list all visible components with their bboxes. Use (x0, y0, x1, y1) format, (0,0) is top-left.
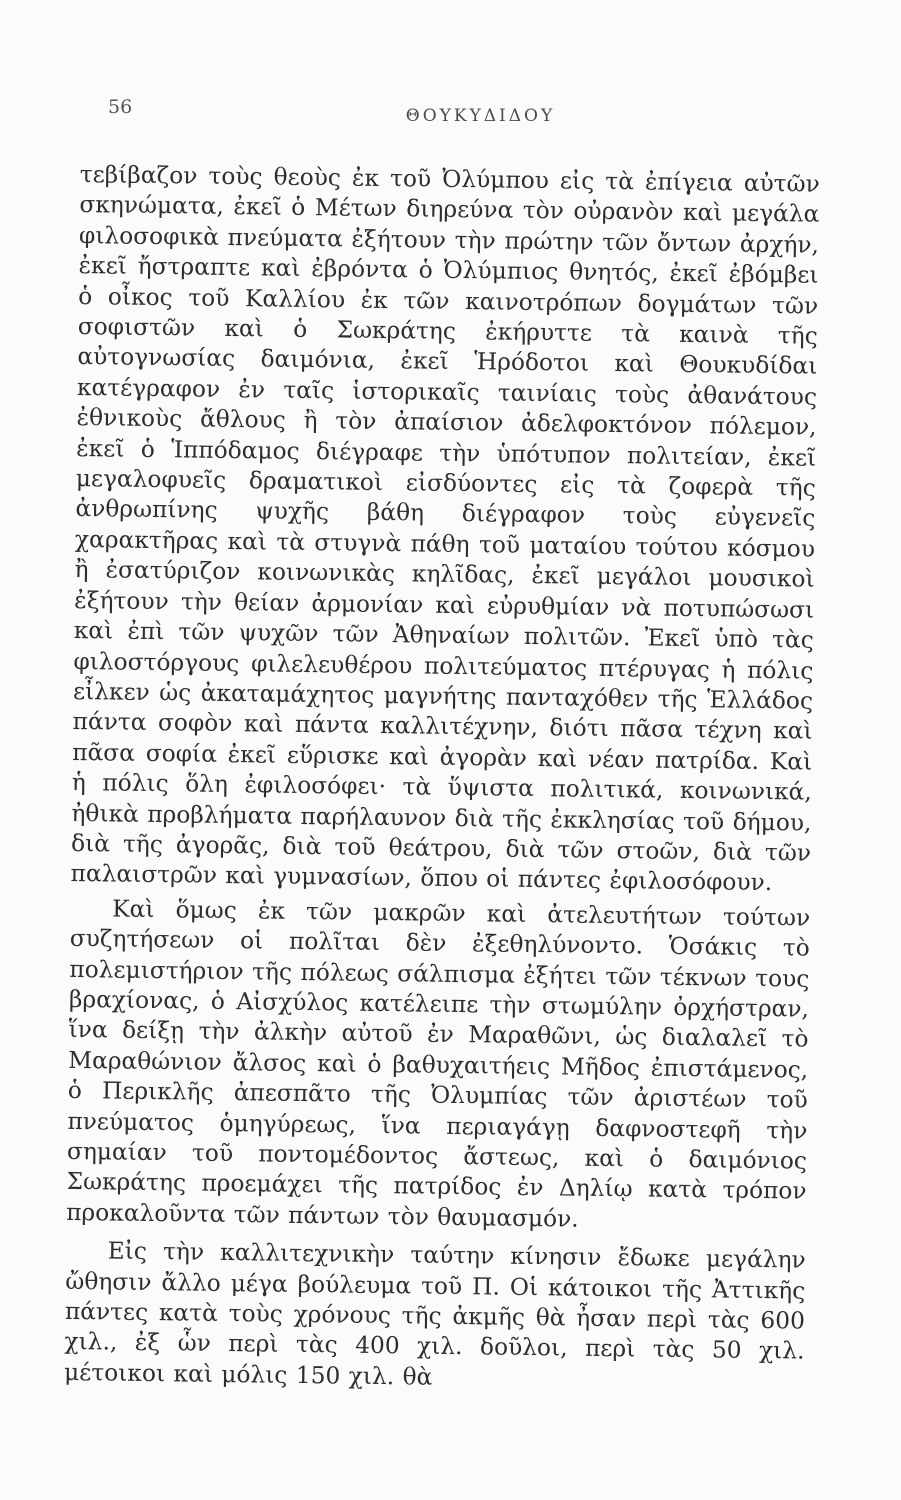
paragraph: Καὶ ὅμως ἐκ τῶν μακρῶν καὶ ἀτελευτήτων τούτων συζητήσεων οἱ πολῖται δὲν ἐξεθηλύνοντο. Ὁσάκις τὸ πολεμιστήριον τῆς πόλεως σάλπισμα ἐξήτει τῶν τέκνων τους βραχίονας, ὁ Αἰσχύλος κατέλειπε τὴν στωμύλην ὀρχήστραν, ἵνα δείξῃ τὴν ἀλκὴν αὐτοῦ ἐν Μαραθῶνι, ὡς διαλαλεῖ τὸ Μαραθώνιον ἄλσος καὶ ὁ βαθυχαιτήεις Μῆδος ἐπιστάμενος, ὁ Περικλῆς ἀπεσπᾶτο τῆς Ὀλυμπίας τῶν ἀριστέων τοῦ πνεύματος ὁμηγύρεως, ἵνα περιαγάγῃ δαφνοστεφῆ τὴν σημαίαν τοῦ ποντομέδοντος ἄστεως, καὶ ὁ δαιμόνιος Σωκράτης προεμάχει τῆς πατρίδος ἐν Δηλίῳ κατὰ τρόπον προκαλοῦντα τῶν πάντων τὸν θαυμασμόν. (66, 895, 811, 1233)
paragraph: Εἰς τὴν καλλιτεχνικὴν ταύτην κίνησιν ἔδωκε μεγάλην ὤθησιν ἄλλο μέγα βούλευμα τοῦ Π. Οἱ κάτοικοι τῆς Ἀττικῆς πάντες κατὰ τοὺς χρόνους τῆς ἀκμῆς θὰ ἦσαν περὶ τὰς 600 χιλ., ἐξ ὧν περὶ τὰς 400 χιλ. δοῦλοι, περὶ τὰς 50 χιλ. μέτοικοι καὶ μόλις 150 χιλ. θὰ (63, 1237, 806, 1391)
body-text (64, 160, 820, 1398)
running-head: ΘΟΥΚΥΔΙΔΟΥ (405, 106, 556, 126)
page-number: 56 (108, 96, 133, 118)
paragraph: τεβίβαζον τοὺς θεοὺς ἐκ τοῦ Ὀλύμπου εἰς τὰ ἐπίγεια αὐτῶν σκηνώματα, ἐκεῖ ὁ Μέτων διηρεύνα τὸν οὐρανὸν καὶ μεγάλα φιλοσοφικὰ πνεύματα ἐξήτουν τὴν πρώτην τῶν ὄντων ἀρχήν, ἐκεῖ ἤστραπτε καὶ ἐβρόντα ὁ Ὀλύμπιος θνητός, ἐκεῖ ἐβόμβει ὁ οἶκος τοῦ Καλλίου ἐκ τῶν καινοτρόπων δογμάτων τῶν σοφιστῶν καὶ ὁ Σωκράτης ἐκήρυττε τὰ καινὰ τῆς αὐτογνωσίας δαιμόνια, ἐκεῖ Ἡρόδοτοι καὶ Θουκυδίδαι κατέγραφον ἐν ταῖς ἱστορικαῖς ταινίαις τοὺς ἀθανάτους ἐθνικοὺς ἄθλους ἢ τὸν ἀπαίσιον ἀδελφοκτόνον πόλεμον, ἐκεῖ ὁ Ἱππόδαμος διέγραφε τὴν ὑπότυπον πολιτείαν, ἐκεῖ μεγαλοφυεῖς δραματικοὶ εἰσδύοντες εἰς τὰ ζοφερὰ τῆς ἀνθρωπίνης ψυχῆς βάθη διέγραφον τοὺς εὐγενεῖς χαρακτῆρας καὶ τὰ στυγνὰ πάθη τοῦ ματαίου τούτου κόσμου ἢ ἐσατύριζον κοινωνικὰς κηλῖδας, ἐκεῖ μεγάλοι μουσικοὶ ἐξήτουν τὴν θείαν ἁρμονίαν καὶ εὐρυθμίαν νὰ ποτυπώσωσι καὶ ἐπὶ τῶν ψυχῶν τῶν Ἀθηναίων πολιτῶν. Ἐκεῖ ὑπὸ τὰς φιλοστόργους φιλελευθέρου πολιτεύματος πτέρυγας ἡ πόλις εἶλκεν ὡς ἀκαταμάχητος μαγνήτης πανταχόθεν τῆς Ἑλλάδος πάντα σοφὸν καὶ πάντα καλλιτέχνην, διότι πᾶσα τέχνη καὶ πᾶσα σοφία ἐκεῖ εὕρισκε καὶ ἀγορὰν καὶ νέαν πατρίδα. Καὶ ἡ πόλις ὅλη ἐφιλοσόφει· τὰ ὕψιστα πολιτικά, κοινωνικά, ἠθικὰ προβλήματα παρήλαυνον διὰ τῆς ἐκκλησίας τοῦ δήμου, διὰ τῆς ἀγορᾶς, διὰ τοῦ θεάτρου, διὰ τῶν στοῶν, διὰ τῶν παλαιστρῶν καὶ γυμνασίων, ὅπου οἱ πάντες ἐφιλοσόφουν. (70, 160, 820, 897)
